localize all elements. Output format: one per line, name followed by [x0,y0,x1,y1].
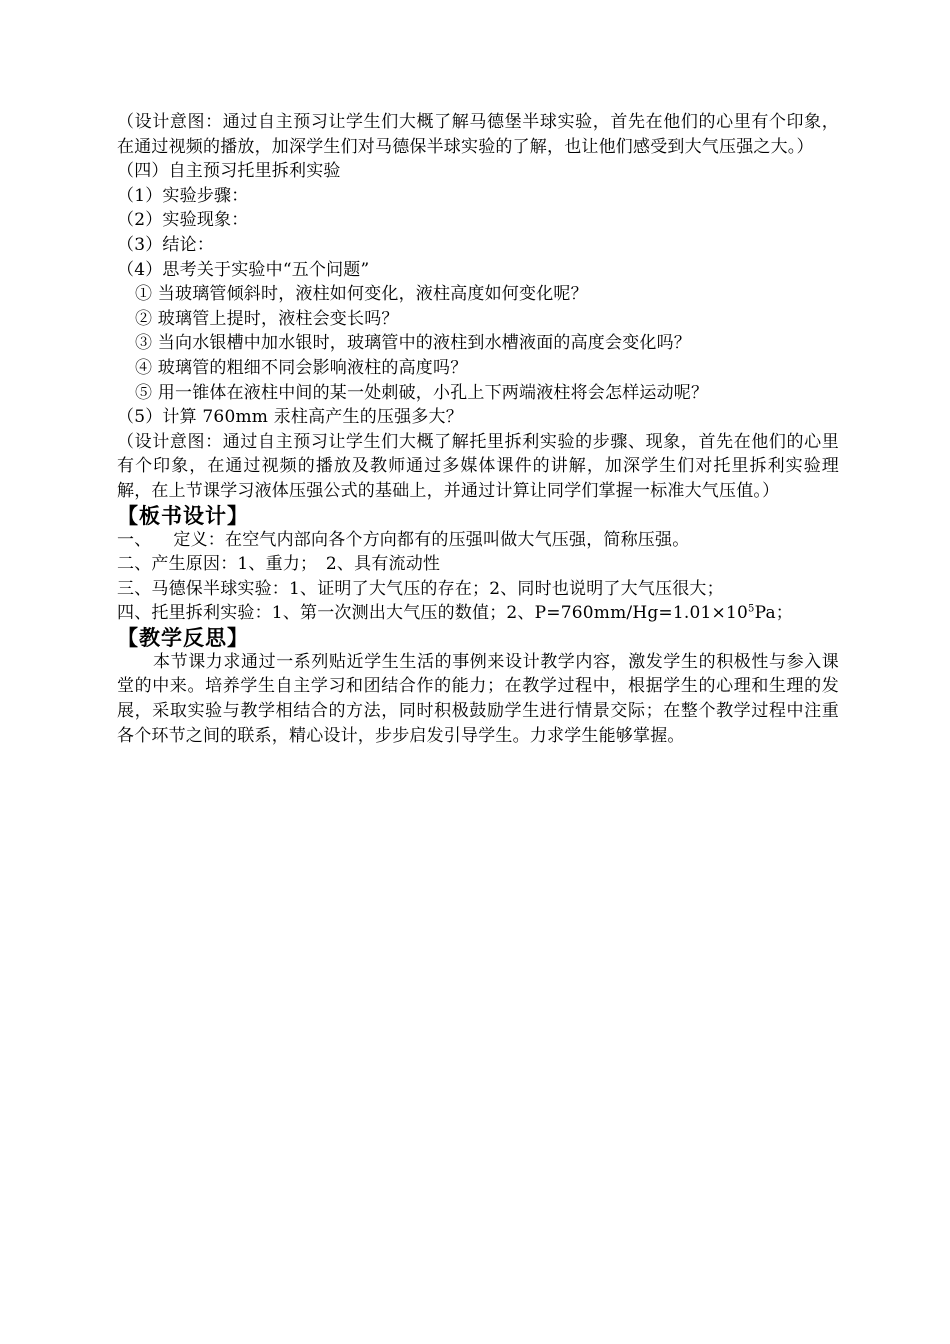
list-item: （1）实验步骤： [117,185,249,206]
list-item: （3）结论： [117,234,215,255]
document-page [117,110,839,748]
question-item: ③ 当向水银槽中加水银时，玻璃管中的液柱到水槽液面的高度会变化吗？ [135,333,692,354]
question-item: ② 玻璃管上提时，液柱会变长吗？ [135,308,399,329]
board-line-1-prefix: 一、 [117,529,152,550]
reflection-heading: 【教学反思】 [117,624,249,650]
question-item: ① 当玻璃管倾斜时，液柱如何变化，液柱高度如何变化呢？ [135,284,588,305]
board-heading: 【板书设计】 [117,502,249,528]
board-line-1 [117,528,839,553]
reflection-text: 本节课力求通过一系列贴近学生生活的事例来设计教学内容，激发学生的积极性与参入课堂的中来。培养学生自主学习和团结合作的能力；在教学过程中，根据学生的心理和生理的发展，采取实验与教学相结合的方法，同时积极鼓励学生进行情景交际；在整个教学过程中注重各个环节之间的联系，精心设计，步步启发引导学生。力求学生能够掌握。 [117,651,839,746]
board-line-4 [117,601,839,626]
board-line-1-text: 定义：在空气内部向各个方向都有的压强叫做大气压强，简称压强。 [173,529,690,550]
board-line-3: 三、马德保半球实验：1、证明了大气压的存在；2、同时也说明了大气压很大； [117,578,724,599]
design-note-2: （设计意图：通过自主预习让学生们大概了解托里拆利实验的步骤、现象，首先在他们的心里有个印象，在通过视频的播放及教师通过多媒体课件的讲解，加深学生们对托里拆利实验理解，在上节课学习液体压强公式的基础上，并通过计算让同学们掌握一标准大气压值。） [117,431,839,501]
design-note-1: （设计意图：通过自主预习让学生们大概了解马德堡半球实验，首先在他们的心里有个印象，在通过视频的播放，加深学生们对马德保半球实验的了解，也让他们感受到大气压强之大。） [117,112,839,157]
section-title: （四）自主预习托里拆利实验 [117,161,341,182]
board-line-4-main: 四、托里拆利实验：1、第一次测出大气压的数值；2、P=760mm/Hg=1.01×10 [117,603,749,624]
question-item: ⑤ 用一锥体在液柱中间的某一处刺破，小孔上下两端液柱将会怎样运动呢？ [135,382,709,403]
exponent: 5 [748,603,755,615]
question-item: ④ 玻璃管的粗细不同会影响液柱的高度吗？ [135,357,468,378]
list-item: （5）计算 760mm 汞柱高产生的压强多大？ [117,407,463,428]
board-line-2: 二、产生原因：1、重力； 2、具有流动性 [117,554,441,575]
board-line-4-unit: Pa； [754,603,793,624]
list-item: （2）实验现象： [117,210,249,231]
list-item: （4）思考关于实验中“五个问题” [117,259,370,280]
